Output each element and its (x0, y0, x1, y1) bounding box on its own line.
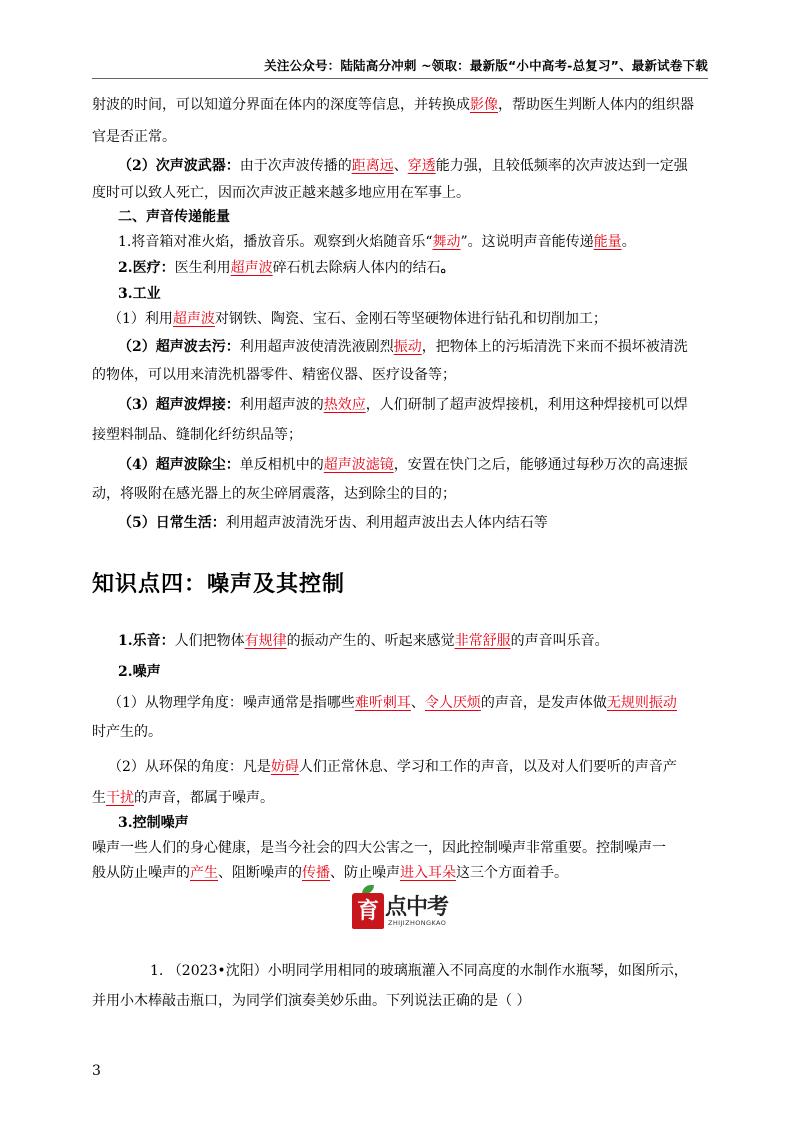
logo-mark: 育 (352, 893, 384, 929)
page-number: 3 (92, 1063, 101, 1079)
answer-blank: 产生 (190, 865, 218, 881)
answer-blank: 舞动 (432, 234, 461, 250)
logo-subtext: ZHIJIZHONGKAO (388, 919, 447, 927)
answer-blank: 妨碍 (270, 759, 299, 775)
paragraph-line: （1）利用超声波对钢铁、陶瓷、宝石、金刚石等坚硬物体进行钻孔和切削加工； (108, 311, 607, 327)
subheading: 3.工业 (118, 286, 161, 302)
brand-logo (352, 890, 448, 934)
paragraph-line: 噪声一些人们的身心健康，是当今社会的四大公害之一，因此控制噪声非常重要。控制噪声一 (92, 840, 666, 856)
answer-blank: 超声波 (230, 260, 273, 276)
paragraph-line: （2）超声波去污：利用超声波使清洗液剧烈振动，把物体上的污垢清洗下来而不损坏被清洗 (118, 339, 688, 355)
paragraph-line: 度时可以致人死亡，因而次声波正越来越多地应用在军事上。 (92, 185, 470, 201)
answer-blank: 无规则振动 (606, 695, 677, 711)
paragraph-line: 动，将吸附在感光器上的灰尘碎屑震落，达到除尘的目的； (92, 486, 456, 502)
question-line: 并用小木棒敲击瓶口，为同学们演奏美妙乐曲。下列说法正确的是（ ） (92, 993, 531, 1009)
section-title: 知识点四：噪声及其控制 (92, 572, 346, 597)
subheading: 3.控制噪声 (118, 815, 189, 831)
paragraph-line: 生干扰的声音，都属于噪声。 (92, 790, 274, 806)
paragraph-line: （2）从环保的角度：凡是妨碍人们正常休息、学习和工作的声音，以及对人们要听的声音产 (108, 759, 677, 775)
paragraph-line: 的物体，可以用来清洗机器零件、精密仪器、医疗设备等； (92, 367, 456, 383)
paragraph-line: （5）日常生活：利用超声波清洗牙齿、利用超声波出去人体内结石等 (118, 515, 548, 531)
paragraph-line: 接塑料制品、缝制化纤纺织品等； (92, 427, 302, 443)
answer-blank: 振动 (393, 339, 422, 355)
answer-blank: 难听刺耳 (354, 695, 411, 711)
answer-blank: 热效应 (323, 397, 366, 413)
paragraph-line: （1）从物理学角度：噪声通常是指哪些难听刺耳、令人厌烦的声音，是发声体做无规则振动 (108, 695, 677, 711)
answer-blank: 超声波滤镜 (323, 457, 394, 473)
paragraph-line: 射波的时间，可以知道分界面在体内的深度等信息，并转换成影像，帮助医生判断人体内的组织器 (92, 97, 694, 113)
answer-blank: 影像 (470, 97, 498, 113)
subheading: 二、声音传递能量 (118, 209, 230, 225)
answer-blank: 干扰 (106, 790, 134, 806)
answer-blank: 能量 (593, 234, 622, 250)
paragraph-line: 1.乐音：人们把物体有规律的振动产生的、听起来感觉非常舒服的声音叫乐音。 (118, 633, 609, 649)
answer-blank: 距离远 (351, 158, 394, 174)
paragraph-line: 2.医疗：医生利用超声波碎石机去除病人体内的结石。 (118, 260, 455, 276)
paragraph-line: 1.将音箱对准火焰，播放音乐。观察到火焰随音乐“舞动”。这说明声音能传递能量。 (118, 234, 636, 250)
paragraph-line: 般从防止噪声的产生、阻断噪声的传播、防止噪声进入耳朵这三个方面着手。 (92, 865, 568, 881)
logo-text: 点中考 (385, 894, 449, 920)
paragraph-line: 官是否正常。 (92, 129, 176, 145)
question-line: 1. （2023•沈阳）小明同学用相同的玻璃瓶灌入不同高度的水制作水瓶琴，如图所示， (150, 963, 688, 979)
paragraph-line: 时产生的。 (92, 724, 162, 740)
answer-blank: 超声波 (172, 311, 215, 327)
answer-blank: 进入耳朵 (400, 865, 456, 881)
paragraph-line: （4）超声波除尘：单反相机中的超声波滤镜，安置在快门之后，能够通过每秒万次的高速振 (118, 457, 688, 473)
answer-blank: 有规律 (244, 633, 287, 649)
paragraph-line: （3）超声波焊接：利用超声波的热效应，人们研制了超声波焊接机，利用这种焊接机可以焊 (118, 397, 688, 413)
answer-blank: 穿透 (407, 158, 436, 174)
subheading: 2.噪声 (118, 664, 161, 680)
paragraph-line: （2）次声波武器：由于次声波传播的距离远、穿透能力强，且较低频率的次声波达到一定强 (118, 158, 688, 174)
answer-blank: 令人厌烦 (424, 695, 481, 711)
header-divider (92, 78, 708, 79)
answer-blank: 非常舒服 (454, 633, 511, 649)
answer-blank: 传播 (302, 865, 330, 881)
page-header: 关注公众号：陆陆高分冲刺 ~领取：最新版“小中高考-总复习”、最新试卷下载 (264, 58, 708, 73)
